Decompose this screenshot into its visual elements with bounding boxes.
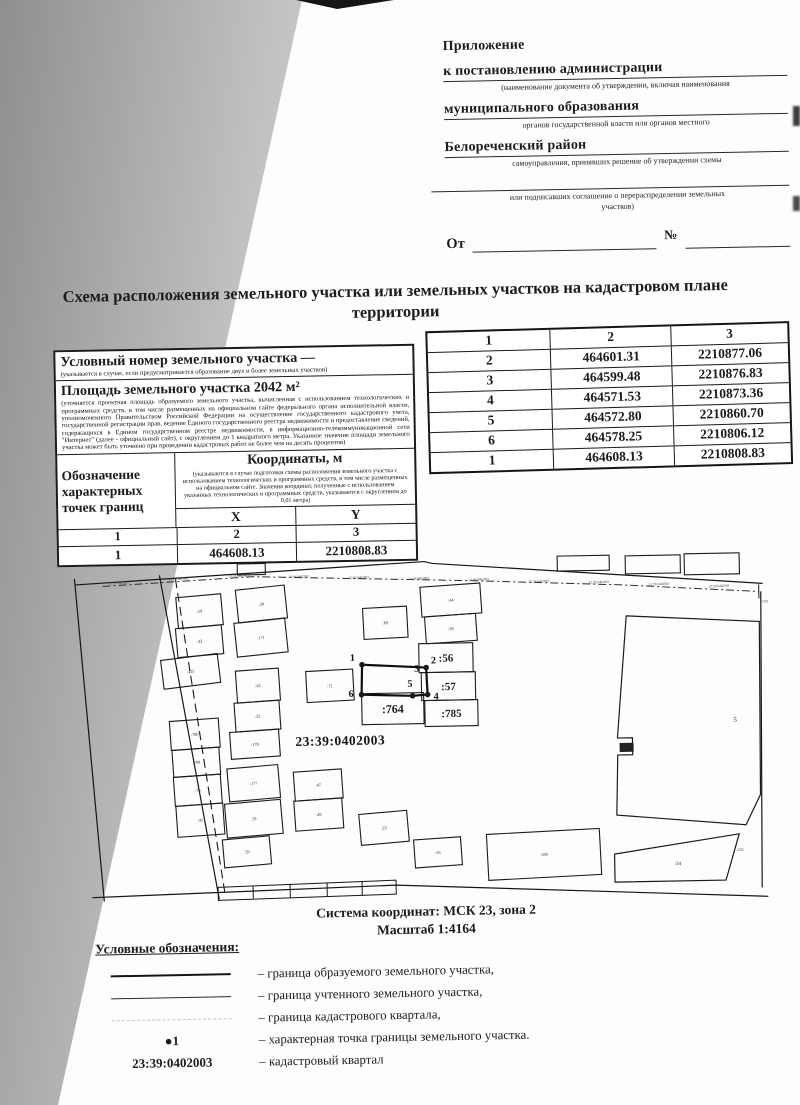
svg-text::760: :760 <box>190 731 199 738</box>
parcel <box>222 836 271 868</box>
coords-cell: 2210873.36 <box>672 383 790 405</box>
boundary-point <box>359 662 365 668</box>
coords-header-cell <box>175 449 415 528</box>
area-value: 2042 м² <box>253 379 300 396</box>
svg-text::57: :57 <box>441 680 456 694</box>
coords-cell: 6 <box>487 432 496 448</box>
parcel <box>359 810 410 845</box>
svg-text:23:39:0402003: 23:39:0402003 <box>168 576 190 582</box>
header-line-1: Приложение <box>442 37 525 55</box>
legend-item-text: – граница образуемого земельного участка, <box>257 961 495 981</box>
header-note-3: самоуправления, принявших решение об утверждении схемы <box>512 155 722 168</box>
coords-cell: 2210808.83 <box>674 443 792 465</box>
map-container <box>72 551 773 911</box>
parcel-polygon <box>613 613 763 827</box>
svg-text::43: :43 <box>196 638 203 644</box>
parcel <box>414 837 463 868</box>
svg-text::34: :34 <box>674 861 682 868</box>
parcel <box>230 729 281 759</box>
svg-text::44: :44 <box>448 597 454 603</box>
parcel <box>235 585 287 623</box>
svg-text::33: :33 <box>250 815 257 822</box>
point-number-cell: 1 <box>114 547 122 563</box>
coords-cell: 464571.53 <box>551 386 672 408</box>
x-value-cell: 464608.13 <box>177 543 296 563</box>
coords-note: (указываются в случае подготовки схемы расположения земельного участка с использованием технологических и программных средств, в том числе размещенных на официальном сайте. Значения координат, полученные с использованием указанных технологических и программных средств, указываются с округлением до 0,01 метра) <box>182 466 408 505</box>
boundary-point <box>359 692 365 698</box>
svg-text::330: :330 <box>540 851 548 858</box>
boundary-point-label: 6 <box>348 688 354 700</box>
svg-text:23:39:0402003: 23:39:0402003 <box>588 579 610 585</box>
svg-text:5: 5 <box>733 715 737 724</box>
coords-cell: 464601.31 <box>550 346 671 368</box>
scale-label: Масштаб 1:4164 <box>376 920 476 938</box>
svg-text:23:39:0402003: 23:39:0402003 <box>708 583 730 589</box>
coords-cell: 2 <box>485 352 493 368</box>
header-note-1: (наименование документа об утверждении, включая наименования <box>501 78 730 93</box>
svg-text::764: :764 <box>381 701 404 717</box>
svg-text::178: :178 <box>251 741 259 747</box>
from-label: От <box>446 235 465 253</box>
svg-text::49: :49 <box>315 811 322 818</box>
parcel <box>362 606 408 639</box>
parcel <box>227 765 281 802</box>
coords-cell: 1 <box>488 452 496 468</box>
coords-cell: 5 <box>487 412 495 428</box>
y-value-cell: 2210808.83 <box>296 541 416 561</box>
boundary-point-label: 3 <box>414 663 420 675</box>
legend-items <box>96 954 738 1076</box>
svg-text:23:39:0402003: 23:39:0402003 <box>348 575 370 580</box>
legend-point-symbol: ●1 <box>164 1033 180 1049</box>
svg-text::45: :45 <box>435 849 441 856</box>
coords-cell: 1 <box>485 332 493 348</box>
svg-text::785: :785 <box>441 707 462 721</box>
svg-text::23: :23 <box>381 825 387 831</box>
svg-text::32: :32 <box>254 713 261 719</box>
boundary-point <box>423 665 429 671</box>
parcel <box>234 700 281 732</box>
svg-text::56: :56 <box>438 652 454 665</box>
parcel <box>176 803 225 837</box>
coords-cell: 464599.48 <box>551 366 672 388</box>
header-line-3: муниципального образования <box>444 96 788 120</box>
boundary-point <box>425 692 431 698</box>
coords-cell: 4 <box>486 392 494 408</box>
coords-cell: 2210876.83 <box>671 363 789 385</box>
svg-text:23:39:0402003: 23:39:0402003 <box>468 577 490 582</box>
legend-item-text: – граница кадастрового квартала, <box>258 1006 441 1025</box>
coords-cell: 2 <box>550 326 671 348</box>
svg-text:23:39:0402003: 23:39:0402003 <box>648 581 670 587</box>
svg-text::47: :47 <box>315 782 322 788</box>
area-label: Площадь земельного участка <box>60 379 251 400</box>
parcel <box>173 774 222 806</box>
cadastral-quarter-label: 23:39:0402003 <box>295 732 386 749</box>
parcel <box>306 669 355 702</box>
legend <box>95 930 737 1076</box>
header-line-2: к постановлению администрации <box>443 58 787 82</box>
parcel <box>625 555 680 574</box>
x-column-header: X <box>230 509 241 525</box>
boundary-point <box>410 693 416 699</box>
parcel <box>235 668 280 703</box>
svg-text:23:39:0402003: 23:39:0402003 <box>108 580 130 586</box>
parcel <box>234 618 288 657</box>
svg-text::42: :42 <box>255 682 261 689</box>
conditional-number-label: Условный номер земельного участка <box>60 349 298 371</box>
header-note-4: или подписавших соглашение о перераспределении земельных <box>509 188 726 202</box>
svg-text::171: :171 <box>257 634 266 641</box>
coords-cell: 2210806.12 <box>673 423 791 445</box>
number-blank <box>685 232 790 249</box>
coords-cell: 2210860.70 <box>672 403 790 425</box>
boundary-point-label: 2 <box>430 655 437 667</box>
parcel <box>425 613 478 644</box>
parcel <box>486 828 601 880</box>
parcel <box>293 769 343 801</box>
legend-solid-line-symbol <box>111 973 231 977</box>
parcel <box>169 718 220 750</box>
coords-cell: 3 <box>670 323 788 345</box>
svg-text::709: :709 <box>192 759 201 766</box>
area-note: (уточняется проектная площадь образуемого земельного участка, вычисленная с использованием технологических и программных средств, в том числе размещенных на официальном сайте федерального органа исполнительной власти, уполномоченного Правительством Российской Федерации на осуществление государственного кадастрового учета, государственной регистрации прав, ведение Единого государственного реестра недвижимости и предоставление сведений, содержащихся в Едином государственном реестре недвижимости, в информационно-телекоммуникационной сети "Интернет" (далее - официальный сайт), с округлением до 1 квадратного метра. Указанное значение площади земельного участка может быть уточнено при проведении кадастровых работ не более чем на десять процентов) <box>61 393 410 452</box>
svg-text::425: :425 <box>186 668 195 675</box>
legend-dashed-line-symbol <box>112 1018 232 1021</box>
coords-header: Координаты, м <box>247 450 343 468</box>
parcel <box>557 555 609 571</box>
from-number-row <box>446 226 790 253</box>
svg-text:23:39:0402003: 23:39:0402003 <box>408 576 430 581</box>
coords-cell: 464578.25 <box>552 426 673 448</box>
area-row <box>56 374 414 454</box>
svg-text::71: :71 <box>327 683 333 689</box>
plot-info-table <box>53 344 418 568</box>
coordinate-system-label: Система координат: МСК 23, зона 2 <box>316 901 537 921</box>
legend-item-text: – кадастровый квартал <box>259 1051 384 1069</box>
coords-cell: 3 <box>486 372 494 388</box>
points-column-header: Обозначение характерных точек границ <box>57 453 176 529</box>
parcel <box>224 799 283 838</box>
legend-solid-line-symbol <box>111 996 231 999</box>
parcel <box>425 700 478 727</box>
index-cell: 2 <box>177 526 296 544</box>
y-column-header: Y <box>295 505 415 525</box>
svg-text::332: :332 <box>736 846 744 852</box>
from-blank <box>473 234 657 252</box>
page-title: Схема расположения земельного участка или земельных участков на кадастровом плане территории <box>62 274 728 322</box>
parcel <box>684 553 739 575</box>
svg-text::76: :76 <box>194 787 201 793</box>
svg-text::177: :177 <box>249 780 258 787</box>
conditional-number-note: (указывается в случае, если предусматривается образование двух и более земельных участков) <box>60 366 328 379</box>
svg-text:23:39:0402003: 23:39:0402003 <box>528 578 550 584</box>
boundary-point-label: 4 <box>433 691 439 703</box>
coordinates-table <box>425 321 793 474</box>
coords-header-row <box>57 448 415 530</box>
legend-item-text: – характерная точка границы земельного участка. <box>258 1027 530 1047</box>
parcel <box>420 583 482 617</box>
parcel <box>294 798 344 831</box>
header-note-2: органов государственной власти или органов местного <box>522 117 710 130</box>
svg-text:1920: 1920 <box>761 599 770 604</box>
parcel <box>175 625 223 658</box>
boundary-point-label: 1 <box>349 652 356 664</box>
header-note-5: участков) <box>601 201 635 212</box>
index-cell: 3 <box>295 524 415 542</box>
legend-title: Условные обозначения: <box>95 939 240 957</box>
svg-text::59: :59 <box>196 608 203 614</box>
coords-cell: 464572.80 <box>552 406 673 428</box>
svg-text:23:39:0402003: 23:39:0402003 <box>288 574 310 580</box>
svg-text::28: :28 <box>258 601 265 607</box>
coords-cell: 464608.13 <box>553 446 674 468</box>
conditional-number-value: — <box>300 349 316 366</box>
boundary-point-label: 5 <box>407 678 413 690</box>
svg-text::45: :45 <box>197 817 204 823</box>
index-cell: 1 <box>114 529 121 544</box>
svg-text::69: :69 <box>382 620 389 626</box>
parcel-polygon <box>614 834 740 882</box>
legend-quarter-code: 23:39:0402003 <box>132 1054 213 1071</box>
building <box>620 743 634 752</box>
approval-header <box>443 33 791 253</box>
header-line-4: Белореченский район <box>444 134 788 158</box>
cadastral-map <box>72 551 773 911</box>
parcel <box>161 653 221 689</box>
svg-text:23:39:0402003: 23:39:0402003 <box>228 573 249 579</box>
svg-text::26: :26 <box>448 625 454 632</box>
number-label: № <box>664 226 678 243</box>
scan-artifact-right-1 <box>793 106 800 126</box>
coords-cell: 2210877.06 <box>671 343 789 365</box>
svg-text::29: :29 <box>244 849 250 855</box>
scan-artifact-right-2 <box>793 196 800 211</box>
legend-item-text: – граница учтенного земельного участка, <box>257 984 483 1003</box>
